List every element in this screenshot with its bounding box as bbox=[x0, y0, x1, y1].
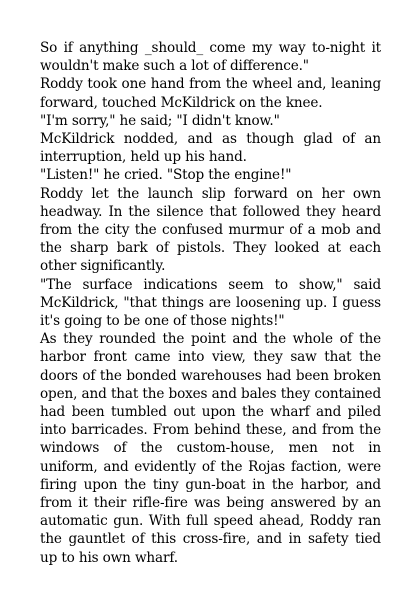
paragraph: Roddy took one hand from the wheel and, leaning forward, touched McKildrick on the knee. bbox=[40, 76, 381, 111]
paragraph: "The surface indications seem to show," said McKildrick, "that things are loosening up. I guess it's going to be one of those nights!" bbox=[40, 276, 381, 330]
page-text bbox=[40, 39, 381, 567]
paragraph: So if anything _should_ come my way to-night it wouldn't make such a lot of difference." bbox=[40, 40, 381, 75]
paragraph: "I'm sorry," he said; "I didn't know." bbox=[40, 112, 280, 129]
paragraph: McKildrick nodded, and as though glad of an interruption, held up his hand. bbox=[40, 131, 381, 166]
paragraph: "Listen!" he cried. "Stop the engine!" bbox=[40, 167, 292, 184]
paragraph: As they rounded the point and the whole of the harbor front came into view, they saw that the doors of the bonded warehouses had been broken open, and that the boxes and bales they contained had been tumbled out upon the wharf and piled into barricades. From behind these, and from the windows of the custom-house, men not in uniform, and evidently of the Rojas faction, were firing upon the tiny gun-boat in the harbor, and from it their rifle-fire was being answered by an automatic gun. With full speed ahead, Roddy ran the gauntlet of this cross-fire, and in safety tied up to his own wharf. bbox=[40, 331, 381, 566]
paragraph: Roddy let the launch slip forward on her own headway. In the silence that followed they heard from the city the confused murmur of a mob and the sharp bark of pistols. They looked at each other significantly. bbox=[40, 185, 381, 275]
